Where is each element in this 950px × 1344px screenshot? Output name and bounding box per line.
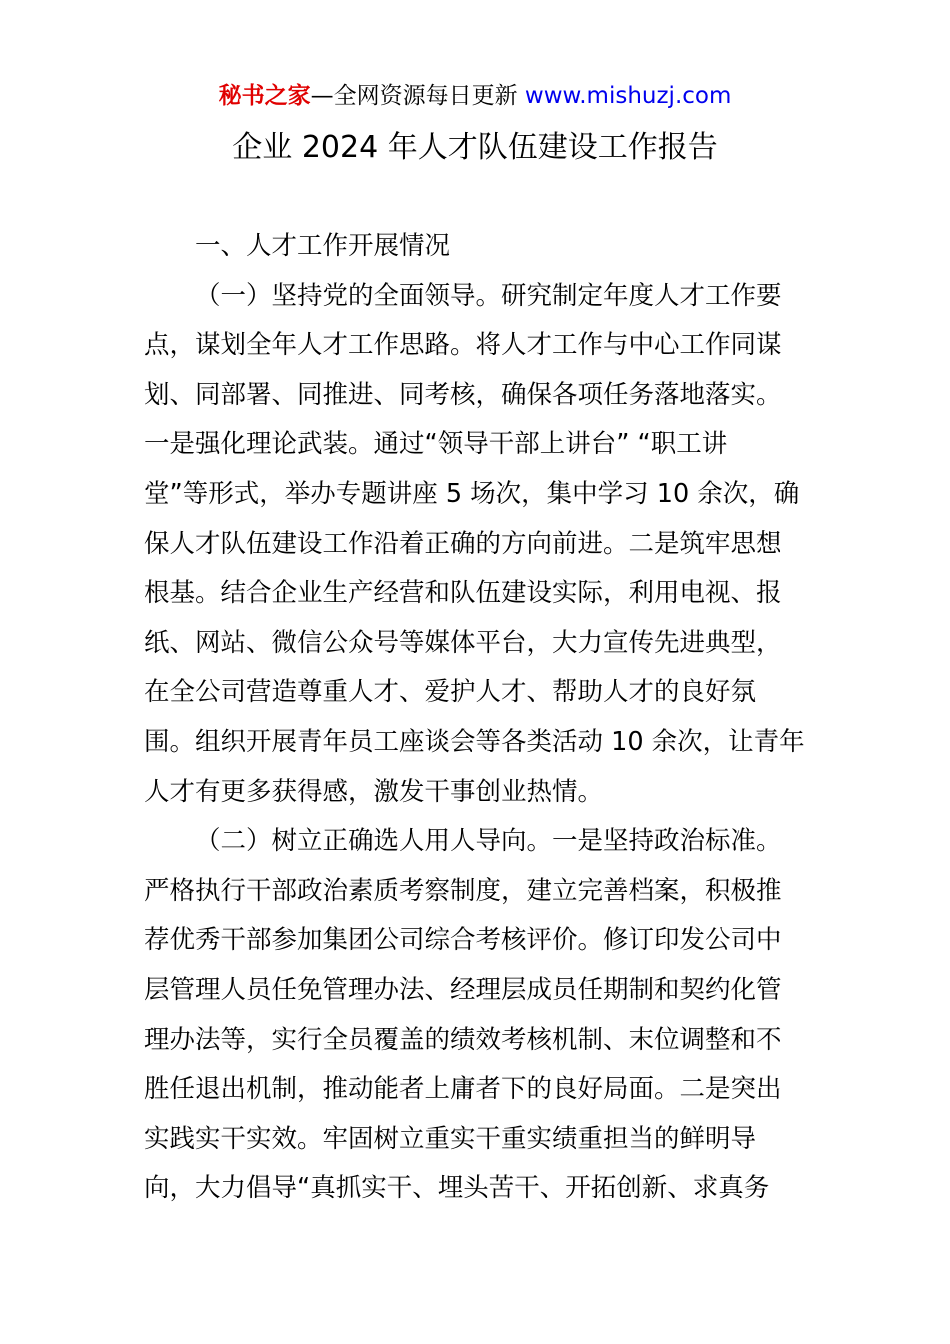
- text-line: 实践实干实效。牢固树立重实干重实绩重担当的鲜明导: [144, 1123, 757, 1154]
- text-line: 划、同部署、同推进、同考核，确保各项任务落地落实。: [144, 379, 782, 410]
- text-line: 纸、网站、微信公众号等媒体平台，大力宣传先进典型，: [144, 627, 782, 658]
- text-line: 堂”等形式，举办专题讲座 5 场次，集中学习 10 余次，确: [144, 478, 800, 509]
- text-line: （二）树立正确选人用人导向。一是坚持政治标准。: [195, 826, 782, 857]
- banner-slogan: —全网资源每日更新: [310, 83, 525, 109]
- text-line: 理办法等，实行全员覆盖的绩效考核机制、末位调整和不: [144, 1024, 782, 1055]
- text-line: 层管理人员任免管理办法、经理层成员任期制和契约化管: [144, 974, 782, 1005]
- document-body: [144, 222, 808, 1214]
- text-line: 胜任退出机制，推动能者上庸者下的良好局面。二是突出: [144, 1074, 782, 1105]
- site-url-link[interactable]: www.mishuzj.com: [524, 83, 732, 109]
- text-line: 点，谋划全年人才工作思路。将人才工作与中心工作同谋: [144, 330, 782, 361]
- text-line: 围。组织开展青年员工座谈会等各类活动 10 余次，让青年: [144, 726, 805, 757]
- text-line: （一）坚持党的全面领导。研究制定年度人才工作要: [195, 280, 782, 311]
- brand-name: 秘书之家: [218, 83, 311, 109]
- text-line: 人才有更多获得感，激发干事创业热情。: [144, 776, 604, 807]
- text-line: 向，大力倡导“真抓实干、埋头苦干、开拓创新、求真务: [144, 1173, 770, 1204]
- text-line: 严格执行干部政治素质考察制度，建立完善档案，积极推: [144, 875, 782, 906]
- section-heading: 一、人才工作开展情况: [195, 231, 451, 261]
- document-title: 企业 2024 年人才队伍建设工作报告: [232, 130, 718, 165]
- text-line: 在全公司营造尊重人才、爱护人才、帮助人才的良好氛: [144, 677, 757, 708]
- text-line: 一是强化理论武装。通过“领导干部上讲台” “职工讲: [144, 429, 728, 460]
- text-line: 保人才队伍建设工作沿着正确的方向前进。二是筑牢思想: [144, 528, 782, 559]
- site-banner: [0, 80, 950, 112]
- text-line: 荐优秀干部参加集团公司综合考核评价。修订印发公司中: [144, 925, 782, 956]
- text-line: 根基。结合企业生产经营和队伍建设实际，利用电视、报: [144, 578, 782, 609]
